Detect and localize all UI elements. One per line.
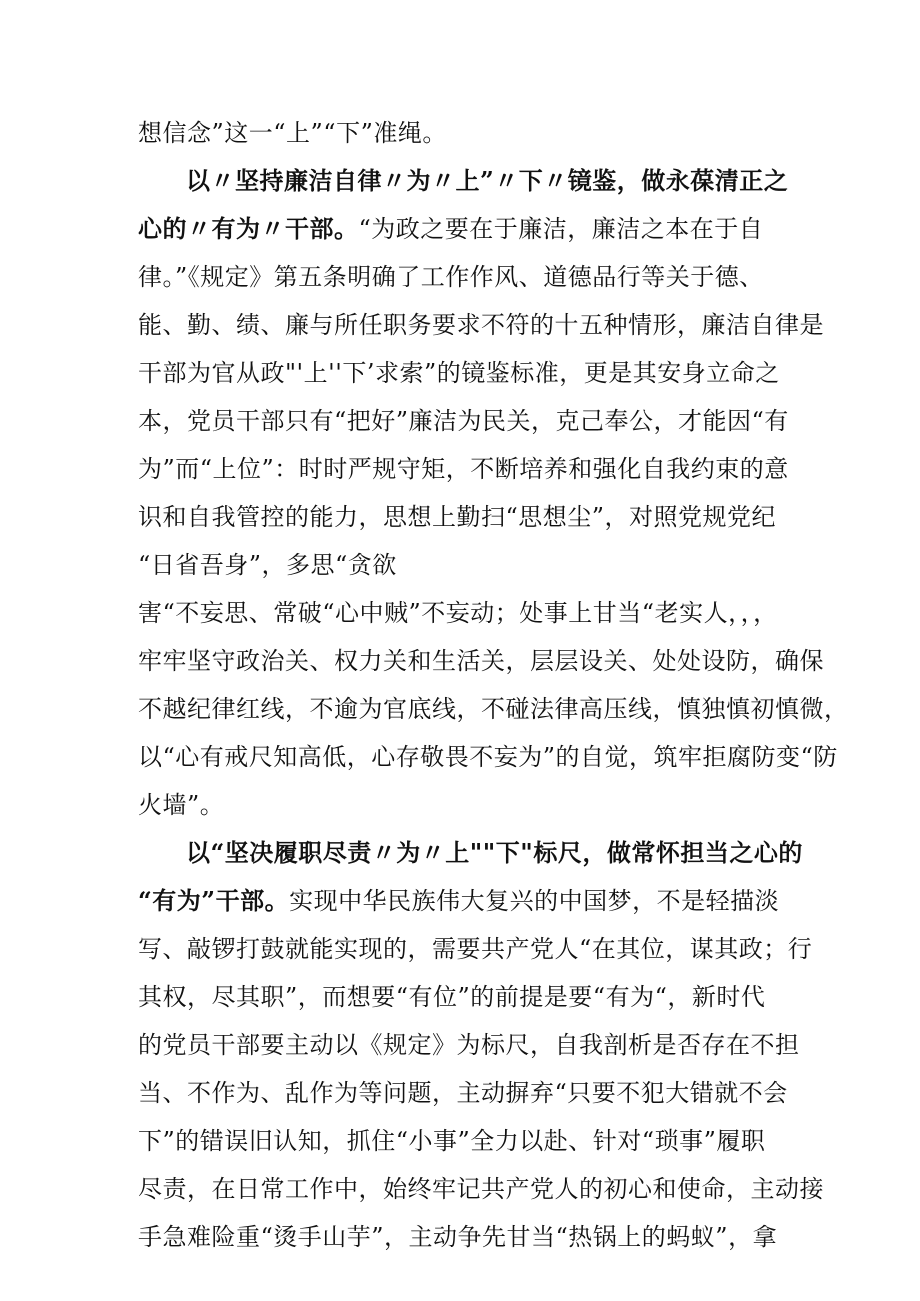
heading-text: “有为”干部。 [138, 886, 290, 915]
text-line-15 [138, 790, 224, 820]
text-line-23 [138, 1174, 824, 1204]
line-text: 律。”《规定》第五条明确了工作作风、道德品行等关于德、 [138, 263, 764, 291]
line-text: 尽责，在日常工作中，始终牢记共产党人的初心和使命，主动接 [138, 1175, 824, 1203]
text-line-20 [138, 1030, 800, 1060]
text-line-4 [138, 262, 764, 292]
line-text: 干部为官从政"'上''下’求索”的镜鉴标准，更是其安身立命之 [138, 359, 780, 387]
line-text: 当、不作为、乱作为等问题，主动摒弃“只要不犯大错就不会 [138, 1079, 788, 1107]
text-line-13 [138, 694, 849, 724]
line-text: 火墙”。 [138, 791, 225, 819]
heading-text: 以“坚决履职尽责〃为〃上""下"标尺，做常怀担当之心的 [186, 838, 803, 867]
text-line-7 [138, 406, 789, 436]
heading-text: 以〃坚持廉洁自律〃为〃上”〃下〃镜鉴，做永葆清正之 [186, 166, 789, 195]
line-text: 手急难险重“烫手山芋”，主动争先甘当“热锅上的蚂蚁”，拿 [138, 1223, 778, 1251]
text-line-6 [138, 358, 780, 388]
text-line-19 [138, 982, 765, 1012]
line-text: 实现中华民族伟大复兴的中国梦，不是轻描淡 [289, 887, 780, 915]
line-text: 以“心有戒尺知高低，心存敬畏不妄为”的自觉，筑牢拒腐防变“防 [138, 743, 838, 771]
text-line-12 [138, 646, 824, 676]
section-heading-1 [186, 166, 788, 196]
heading-text: 心的〃有为〃干部。 [138, 214, 359, 243]
line-text: “日省吾身”，多思“贪欲 [138, 551, 397, 579]
line-text: 能、勤、绩、廉与所任职务要求不符的十五种情形，廉洁自律是 [138, 311, 824, 339]
text-line-5 [138, 310, 824, 340]
text-line-8 [138, 454, 789, 484]
line-text: 其权，尽其职”，而想要“有位”的前提是要“有为“，新时代 [138, 983, 766, 1011]
text-line-10 [138, 550, 397, 580]
text-line-3 [138, 214, 763, 244]
line-text: 下”的错误旧认知，抓住“小事”全力以赴、针对“琐事”履职 [138, 1127, 766, 1155]
line-text: 的党员干部要主动以《规定》为标尺，自我剖析是否存在不担 [138, 1031, 800, 1059]
line-text: 本，党员干部只有“把好”廉洁为民关，克己奉公，才能因“有 [138, 407, 789, 435]
line-text: 为”而“上位”：时时严规守矩，不断培养和强化自我约束的意 [138, 455, 789, 483]
line-text: 不越纪律红线，不逾为官底线，不碰法律高压线，慎独慎初慎微， [138, 695, 849, 723]
line-text: “为政之要在于廉洁，廉洁之本在于自 [358, 215, 764, 243]
text-line-24 [138, 1222, 777, 1252]
line-text: 写、敲锣打鼓就能实现的，需要共产党人“在其位，谋其政；行 [138, 935, 813, 963]
text-line-21 [138, 1078, 788, 1108]
text-line-11 [138, 598, 778, 628]
text-line-17 [138, 886, 779, 916]
line-text: 识和自我管控的能力，思想上勤扫“思想尘”，对照党规党纪 [138, 503, 777, 531]
line-text: 想信念”这一“上”“下”准绳。 [138, 119, 447, 147]
line-text: 害“不妄思、常破“心中贼”不妄动；处事上甘当“老实人，，， [138, 599, 778, 627]
text-line-14 [138, 742, 838, 772]
text-line-18 [138, 934, 812, 964]
line-text: 牢牢坚守政治关、权力关和生活关，层层设关、处处设防，确保 [138, 647, 824, 675]
section-heading-2 [186, 838, 803, 868]
text-line-9 [138, 502, 776, 532]
text-line-1 [138, 118, 447, 148]
text-line-22 [138, 1126, 765, 1156]
